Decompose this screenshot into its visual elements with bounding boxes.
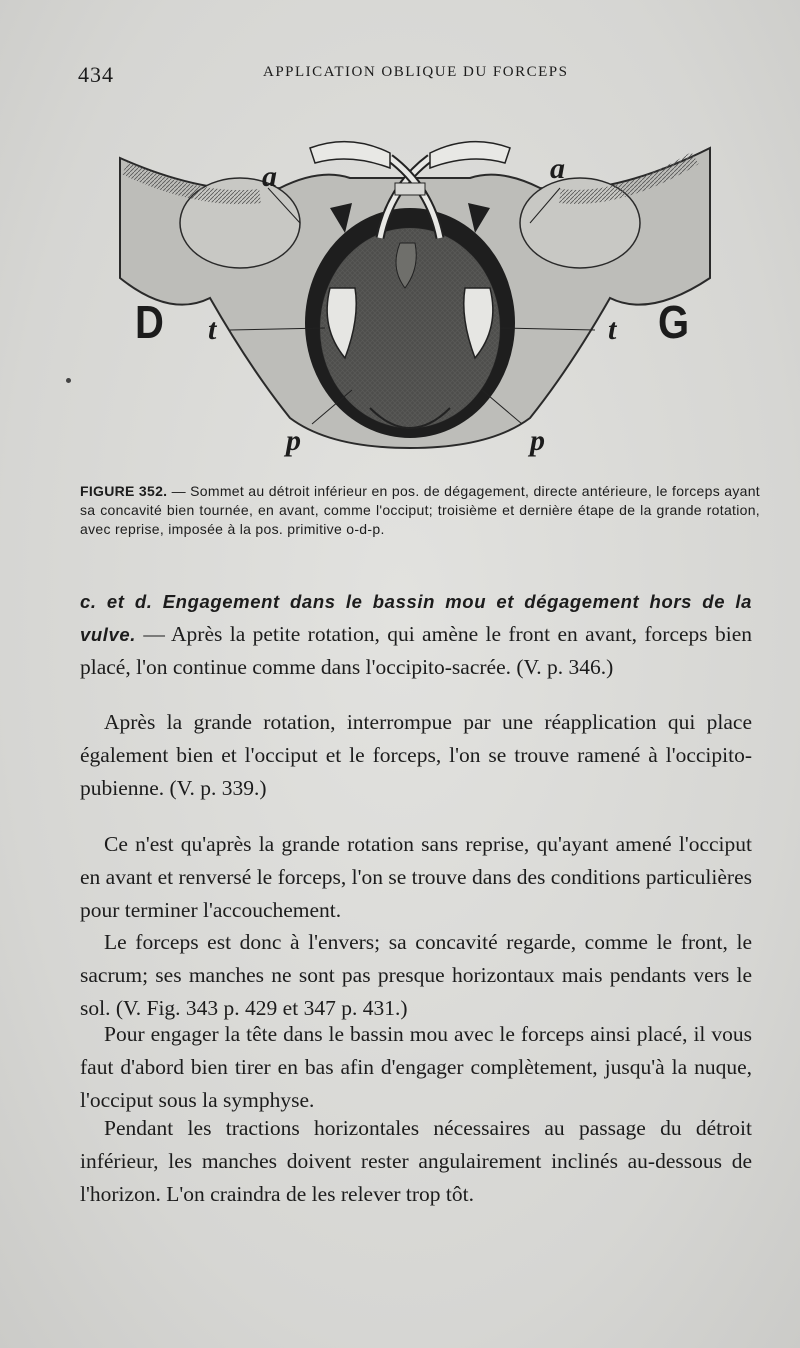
pelvis-forceps-drawing <box>90 128 730 473</box>
figure-caption <box>80 482 760 539</box>
label-t-left: t <box>208 313 217 346</box>
print-speck <box>66 378 71 383</box>
paragraph-3: Ce n'est qu'après la grande rotation sans reprise, qu'ayant amené l'occiput en avant et renversé le forceps, l'on se trouve dans des conditions particulières pour terminer l'accouchement. <box>80 832 752 922</box>
paragraph-5: Pour engager la tête dans le bassin mou avec le forceps ainsi placé, il vous faut d'abord bien tirer en bas afin d'engager complètement, jusqu'à la nuque, l'occiput sous la symphyse. <box>80 1022 752 1112</box>
label-a-right: a <box>550 152 565 185</box>
paragraph-4: Le forceps est donc à l'envers; sa concavité regarde, comme le front, le sacrum; ses manches ne sont pas presque horizontaux mais pendants vers le sol. (V. Fig. 343 p. 429 et 347 p. 431.) <box>80 930 752 1020</box>
paragraph-1-text: — Après la petite rotation, qui amène le front en avant, forceps bien placé, l'on continue comme dans l'occipito-sacrée. (V. p. 346.) <box>80 622 752 679</box>
paragraph-2: Après la grande rotation, interrompue par une réapplication qui place également bien et l'occiput et le forceps, l'on se trouve ramené à l'occipito-pubienne. (V. p. 339.) <box>80 710 752 800</box>
page-number: 434 <box>78 62 114 87</box>
label-p-left: p <box>286 424 301 457</box>
label-t-right: t <box>608 313 617 346</box>
label-D: D <box>135 297 164 349</box>
paragraph-1 <box>80 585 752 684</box>
page-header <box>78 58 728 88</box>
label-p-right: p <box>530 424 545 457</box>
label-a-left: a <box>262 160 277 193</box>
figure-number: FIGURE 352. <box>80 483 168 499</box>
section-heading: c. et d. Engagement dans le bassin mou et dégagement hors de la vulve. <box>80 591 752 645</box>
caption-text: — Sommet au détroit inférieur en pos. de dégagement, directe antérieure, le forceps ayant sa concavité bien tournée, en avant, comme l'occiput; troisième et dernière étape de la grande rotation, avec reprise, imposée à la pos. primitive o-d-p. <box>80 483 760 537</box>
running-title: APPLICATION OBLIQUE DU FORCEPS <box>263 64 569 80</box>
paragraph-6: Pendant les tractions horizontales nécessaires au passage du détroit inférieur, les manches doivent rester angulairement inclinés au-dessous de l'horizon. L'on craindra de les relever trop tôt. <box>80 1116 752 1206</box>
figure-352-illustration <box>90 128 730 473</box>
label-G: G <box>658 297 690 349</box>
